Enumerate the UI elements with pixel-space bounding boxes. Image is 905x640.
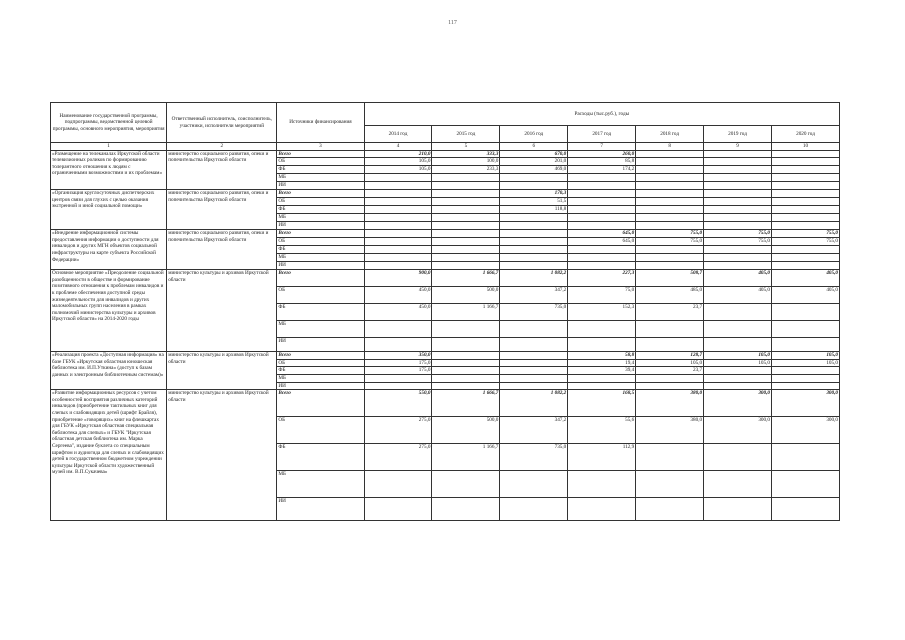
amount-cell <box>364 374 432 382</box>
amount-cell <box>771 182 839 190</box>
amount-cell <box>704 444 772 471</box>
amount-cell: 85,8 <box>568 158 636 166</box>
column-number: 2 <box>167 143 277 151</box>
responsible-cell: министерство культуры и архивов Иркутской области <box>167 352 277 390</box>
amount-cell: 405,0 <box>771 287 839 304</box>
amount-cell: 1 666,7 <box>432 390 500 417</box>
amount-cell: 1 666,7 <box>432 270 500 287</box>
amount-cell <box>500 471 568 498</box>
amount-cell <box>364 222 432 230</box>
column-number: 4 <box>364 143 432 151</box>
amount-cell: 55,6 <box>568 417 636 444</box>
amount-cell <box>500 359 568 367</box>
amount-cell <box>500 222 568 230</box>
amount-cell: 39,4 <box>568 367 636 375</box>
amount-cell <box>704 471 772 498</box>
amount-cell <box>432 174 500 182</box>
amount-cell: 1 082,2 <box>500 390 568 417</box>
amount-cell: 275,0 <box>364 417 432 444</box>
amount-cell: 300,0 <box>704 417 772 444</box>
amount-cell: 1 166,7 <box>432 444 500 471</box>
amount-cell <box>568 182 636 190</box>
header-responsible: Ответственный исполнитель, соисполнитель, участники, исполнители мероприятий <box>167 103 277 143</box>
amount-cell <box>500 382 568 390</box>
funding-source-cell: ИИ <box>277 382 364 390</box>
amount-cell <box>636 182 704 190</box>
amount-cell <box>568 246 636 254</box>
amount-cell <box>704 321 772 338</box>
amount-cell: 300,0 <box>771 417 839 444</box>
header-year: 2017 год <box>568 126 636 143</box>
amount-cell <box>500 321 568 338</box>
table-row <box>51 270 840 287</box>
responsible-cell: министерство культуры и архивов Иркутской области <box>167 390 277 521</box>
table-row <box>51 150 840 158</box>
funding-source-cell: ФБ <box>277 246 364 254</box>
amount-cell: 201,0 <box>500 158 568 166</box>
responsible-cell: министерство социального развития, опеки и попечительства Иркутской области <box>167 150 277 190</box>
program-name-cell: «Развитие информационных ресурсов с учетом особенностей восприятия различных категорий инвалидов (приобретение тактильных книг для слепых и слабовидящих детей (шрифт Брайля), приобретение «говорящих» книг на флешкартах для ГБУК «Иркутская областная специальная библиотека для слепых» и ГБУК "Иркутская областная детская библиотека им. Марка Сергеева", издание буклета со специальным шрифтом и аудиогида для слепых и слабовидящих детей в государственном бюджетном учреждении культуры Иркутской области художественный музей им. В.П.Сукачева» <box>51 390 167 521</box>
program-name-cell: «Размещение на телеканалах Иркутской области телевизионных роликов по формированию толерантного отношения к людям с ограниченными возможностями и их проблемам» <box>51 150 167 190</box>
amount-cell <box>364 321 432 338</box>
amount-cell <box>704 206 772 214</box>
amount-cell <box>771 166 839 174</box>
amount-cell: 105,0 <box>771 352 839 360</box>
amount-cell: 23,7 <box>636 304 704 321</box>
amount-cell <box>432 214 500 222</box>
amount-cell <box>500 498 568 521</box>
header-year: 2015 год <box>432 126 500 143</box>
amount-cell: 174,2 <box>568 166 636 174</box>
amount-cell <box>636 166 704 174</box>
amount-cell <box>432 238 500 246</box>
amount-cell <box>568 321 636 338</box>
amount-cell: 105,0 <box>364 158 432 166</box>
table-row <box>51 390 840 417</box>
amount-cell: 233,3 <box>432 166 500 174</box>
amount-cell: 260,0 <box>568 150 636 158</box>
table-row <box>51 352 840 360</box>
amount-cell <box>500 367 568 375</box>
column-number: 10 <box>771 143 839 151</box>
funding-source-cell: МБ <box>277 321 364 338</box>
amount-cell: 755,0 <box>771 238 839 246</box>
column-number: 6 <box>500 143 568 151</box>
column-number: 3 <box>277 143 364 151</box>
amount-cell <box>432 206 500 214</box>
amount-cell <box>432 254 500 262</box>
amount-cell <box>704 222 772 230</box>
amount-cell: 112,9 <box>568 444 636 471</box>
amount-cell <box>704 382 772 390</box>
column-number: 9 <box>704 143 772 151</box>
responsible-cell: министерство культуры и архивов Иркутской области <box>167 270 277 352</box>
amount-cell <box>704 304 772 321</box>
amount-cell <box>636 214 704 222</box>
amount-cell <box>771 150 839 158</box>
amount-cell <box>500 214 568 222</box>
amount-cell: 350,0 <box>364 352 432 360</box>
amount-cell <box>364 382 432 390</box>
amount-cell: 755,0 <box>636 238 704 246</box>
amount-cell: 210,0 <box>364 150 432 158</box>
amount-cell <box>500 238 568 246</box>
header-year: 2018 год <box>636 126 704 143</box>
funding-source-cell: ФБ <box>277 206 364 214</box>
amount-cell <box>636 374 704 382</box>
column-number: 1 <box>51 143 167 151</box>
amount-cell <box>704 367 772 375</box>
amount-cell <box>704 198 772 206</box>
amount-cell <box>636 338 704 352</box>
funding-source-cell: ФБ <box>277 367 364 375</box>
amount-cell <box>636 198 704 206</box>
funding-source-cell: ОБ <box>277 417 364 444</box>
funding-source-cell: ИИ <box>277 182 364 190</box>
amount-cell <box>432 338 500 352</box>
funding-source-cell: МБ <box>277 214 364 222</box>
amount-cell <box>432 246 500 254</box>
amount-cell: 755,0 <box>704 230 772 238</box>
amount-cell: 152,3 <box>568 304 636 321</box>
amount-cell: 670,0 <box>500 150 568 158</box>
column-number: 8 <box>636 143 704 151</box>
amount-cell <box>568 338 636 352</box>
amount-cell <box>771 382 839 390</box>
amount-cell <box>568 214 636 222</box>
funding-source-cell: Всего <box>277 230 364 238</box>
amount-cell: 118,8 <box>500 206 568 214</box>
amount-cell <box>704 150 772 158</box>
amount-cell <box>771 304 839 321</box>
amount-cell <box>771 262 839 270</box>
funding-source-cell: Всего <box>277 270 364 287</box>
amount-cell: 405,0 <box>704 287 772 304</box>
amount-cell <box>771 174 839 182</box>
amount-cell: 105,0 <box>636 359 704 367</box>
amount-cell <box>636 222 704 230</box>
amount-cell <box>432 374 500 382</box>
amount-cell <box>771 471 839 498</box>
amount-cell <box>636 206 704 214</box>
amount-cell <box>432 230 500 238</box>
amount-cell <box>771 246 839 254</box>
amount-cell: 105,0 <box>704 359 772 367</box>
amount-cell <box>568 174 636 182</box>
amount-cell <box>432 190 500 198</box>
amount-cell <box>704 498 772 521</box>
amount-cell <box>704 254 772 262</box>
funding-source-cell: ИИ <box>277 222 364 230</box>
amount-cell <box>704 246 772 254</box>
amount-cell <box>500 230 568 238</box>
header-year: 2019 год <box>704 126 772 143</box>
amount-cell <box>568 374 636 382</box>
amount-cell: 405,0 <box>704 270 772 287</box>
amount-cell <box>771 367 839 375</box>
amount-cell <box>636 382 704 390</box>
page-number: 117 <box>448 20 457 26</box>
amount-cell: 23,7 <box>636 367 704 375</box>
amount-cell <box>636 190 704 198</box>
amount-cell: 128,7 <box>636 352 704 360</box>
amount-cell: 450,0 <box>364 304 432 321</box>
amount-cell <box>432 321 500 338</box>
amount-cell: 100,0 <box>432 158 500 166</box>
amount-cell <box>771 214 839 222</box>
amount-cell: 735,0 <box>500 304 568 321</box>
amount-cell <box>500 338 568 352</box>
amount-cell <box>771 444 839 471</box>
amount-cell: 170,3 <box>500 190 568 198</box>
amount-cell <box>771 222 839 230</box>
amount-cell <box>704 214 772 222</box>
amount-cell: 755,0 <box>704 238 772 246</box>
amount-cell <box>432 471 500 498</box>
amount-cell: 380,0 <box>636 390 704 417</box>
amount-cell <box>432 262 500 270</box>
amount-cell: 508,7 <box>636 270 704 287</box>
amount-cell: 755,0 <box>636 230 704 238</box>
amount-cell <box>364 230 432 238</box>
amount-cell <box>704 338 772 352</box>
funding-source-cell: МБ <box>277 174 364 182</box>
amount-cell <box>636 246 704 254</box>
amount-cell: 168,5 <box>568 390 636 417</box>
amount-cell <box>771 254 839 262</box>
program-name-cell: «Внедрение информационной системы предоставления информации о доступности для инвалидов и других МГН объектов социальной инфраструктуры на карте субъекта Российской Федерации» <box>51 230 167 270</box>
amount-cell <box>432 498 500 521</box>
funding-source-cell: ФБ <box>277 304 364 321</box>
amount-cell <box>771 498 839 521</box>
funding-source-cell: ОБ <box>277 359 364 367</box>
amount-cell: 1 082,2 <box>500 270 568 287</box>
amount-cell <box>500 352 568 360</box>
amount-cell <box>364 471 432 498</box>
amount-cell <box>568 471 636 498</box>
amount-cell: 175,0 <box>364 359 432 367</box>
funding-source-cell: ФБ <box>277 166 364 174</box>
amount-cell: 405,0 <box>771 270 839 287</box>
amount-cell <box>568 206 636 214</box>
amount-cell: 300,0 <box>771 390 839 417</box>
funding-source-cell: МБ <box>277 374 364 382</box>
header-year: 2016 год <box>500 126 568 143</box>
funding-source-cell: МБ <box>277 254 364 262</box>
amount-cell <box>500 374 568 382</box>
amount-cell: 347,2 <box>500 417 568 444</box>
amount-cell <box>636 150 704 158</box>
amount-cell <box>771 338 839 352</box>
amount-cell <box>771 321 839 338</box>
amount-cell <box>364 190 432 198</box>
funding-source-cell: Всего <box>277 190 364 198</box>
amount-cell <box>500 262 568 270</box>
amount-cell <box>636 254 704 262</box>
amount-cell: 450,0 <box>364 287 432 304</box>
amount-cell <box>432 359 500 367</box>
amount-cell <box>704 174 772 182</box>
amount-cell <box>364 174 432 182</box>
amount-cell: 347,2 <box>500 287 568 304</box>
amount-cell: 485,0 <box>636 287 704 304</box>
amount-cell <box>364 262 432 270</box>
header-year: 2014 год <box>364 126 432 143</box>
amount-cell <box>771 206 839 214</box>
amount-cell <box>500 174 568 182</box>
amount-cell <box>500 182 568 190</box>
amount-cell <box>771 190 839 198</box>
amount-cell <box>636 174 704 182</box>
funding-source-cell: ИИ <box>277 498 364 521</box>
amount-cell <box>704 158 772 166</box>
amount-cell: 380,0 <box>636 417 704 444</box>
funding-source-cell: ОБ <box>277 287 364 304</box>
financing-table <box>50 102 840 521</box>
table-row <box>51 230 840 238</box>
amount-cell: 227,3 <box>568 270 636 287</box>
amount-cell <box>636 158 704 166</box>
amount-cell: 105,0 <box>364 166 432 174</box>
funding-source-cell: МБ <box>277 471 364 498</box>
table-body <box>51 150 840 521</box>
amount-cell <box>364 182 432 190</box>
amount-cell <box>500 246 568 254</box>
amount-cell <box>432 182 500 190</box>
funding-source-cell: ОБ <box>277 158 364 166</box>
amount-cell <box>636 471 704 498</box>
amount-cell: 333,3 <box>432 150 500 158</box>
responsible-cell: министерство социального развития, опеки и попечительства Иркутской области <box>167 190 277 230</box>
amount-cell <box>568 262 636 270</box>
amount-cell: 58,8 <box>568 352 636 360</box>
amount-cell <box>568 498 636 521</box>
column-number: 7 <box>568 143 636 151</box>
amount-cell <box>432 367 500 375</box>
amount-cell <box>500 254 568 262</box>
table-row <box>51 190 840 198</box>
program-name-cell: Основное мероприятие «Преодоление социальной разобщенности в обществе и формирование позитивного отношения к проблемам инвалидов и к проблеме обеспечения доступной среды жизнедеятельности для инвалидов и других маломобильных групп населения в рамках полномочий министерства культуры и архивов Иркутской области» на 2014-2020 годы <box>51 270 167 352</box>
funding-source-cell: ИИ <box>277 338 364 352</box>
amount-cell: 51,5 <box>500 198 568 206</box>
amount-cell <box>704 190 772 198</box>
amount-cell <box>364 498 432 521</box>
amount-cell: 645,0 <box>568 238 636 246</box>
amount-cell <box>364 214 432 222</box>
responsible-cell: министерство социального развития, опеки и попечительства Иркутской области <box>167 230 277 270</box>
amount-cell: 75,0 <box>568 287 636 304</box>
amount-cell <box>704 166 772 174</box>
amount-cell: 735,0 <box>500 444 568 471</box>
funding-source-cell: ОБ <box>277 238 364 246</box>
amount-cell: 550,0 <box>364 390 432 417</box>
amount-cell <box>568 382 636 390</box>
amount-cell <box>771 374 839 382</box>
amount-cell <box>704 374 772 382</box>
amount-cell: 105,0 <box>771 359 839 367</box>
header-year: 2020 год <box>771 126 839 143</box>
program-name-cell: «Организация круглосуточных диспетчерских центров связи для глухих с целью оказания экстренной и иной социальной помощи» <box>51 190 167 230</box>
amount-cell: 500,0 <box>432 417 500 444</box>
amount-cell: 300,0 <box>704 390 772 417</box>
amount-cell <box>432 222 500 230</box>
amount-cell: 1 166,7 <box>432 304 500 321</box>
header-funding-source: Источники финансирования <box>277 103 364 143</box>
amount-cell <box>704 262 772 270</box>
amount-cell: 275,0 <box>364 444 432 471</box>
funding-source-cell: Всего <box>277 390 364 417</box>
amount-cell <box>364 254 432 262</box>
amount-cell <box>568 190 636 198</box>
amount-cell: 500,0 <box>432 287 500 304</box>
amount-cell <box>636 262 704 270</box>
amount-cell: 105,0 <box>704 352 772 360</box>
amount-cell <box>364 206 432 214</box>
amount-cell: 645,0 <box>568 230 636 238</box>
amount-cell: 469,0 <box>500 166 568 174</box>
amount-cell <box>364 198 432 206</box>
amount-cell: 19,4 <box>568 359 636 367</box>
amount-cell <box>568 254 636 262</box>
funding-source-cell: Всего <box>277 352 364 360</box>
amount-cell: 900,0 <box>364 270 432 287</box>
amount-cell <box>568 222 636 230</box>
amount-cell: 175,0 <box>364 367 432 375</box>
header-program-name: Наименование государственной программы, подпрограммы, ведомственной целевой программы, основного мероприятия, мероприятия <box>51 103 167 143</box>
amount-cell <box>636 321 704 338</box>
amount-cell <box>364 238 432 246</box>
funding-source-cell: ФБ <box>277 444 364 471</box>
amount-cell <box>771 198 839 206</box>
amount-cell <box>771 158 839 166</box>
amount-cell <box>636 444 704 471</box>
amount-cell <box>432 352 500 360</box>
amount-cell <box>568 198 636 206</box>
program-name-cell: «Реализация проекта «Доступная информация» на базе ГБУК «Иркутская областная юношеская библиотека им. И.П.Уткина» (доступ к базам данных и электронным библиотечным системам)» <box>51 352 167 390</box>
funding-source-cell: ОБ <box>277 198 364 206</box>
amount-cell <box>364 246 432 254</box>
header-expenses: Расходы (тыс.руб.), годы <box>364 103 839 126</box>
funding-source-cell: ИИ <box>277 262 364 270</box>
amount-cell <box>364 338 432 352</box>
amount-cell <box>636 498 704 521</box>
column-number: 5 <box>432 143 500 151</box>
amount-cell <box>432 198 500 206</box>
amount-cell: 755,0 <box>771 230 839 238</box>
amount-cell <box>432 382 500 390</box>
amount-cell <box>704 182 772 190</box>
funding-source-cell: Всего <box>277 150 364 158</box>
